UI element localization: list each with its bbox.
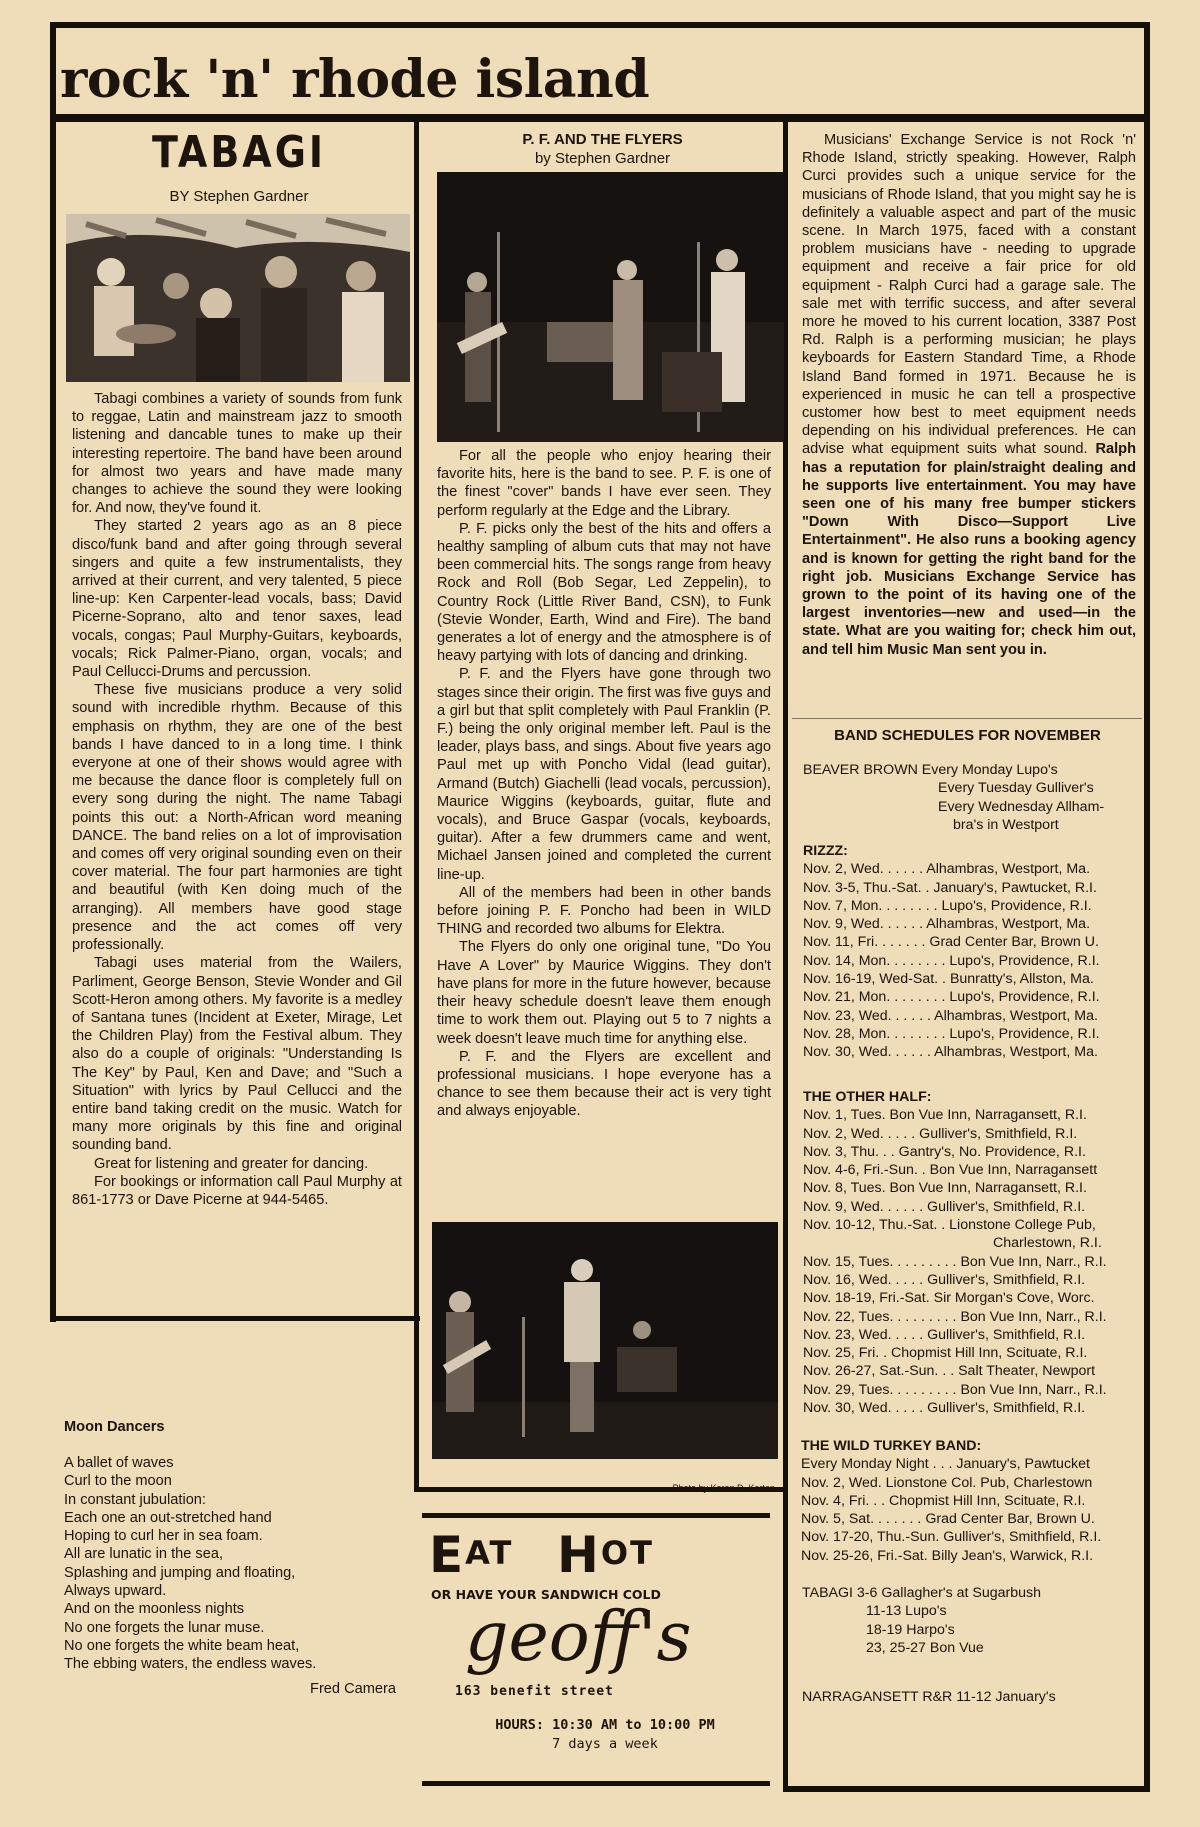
beaver-brown-listing bbox=[803, 761, 1143, 834]
schedule-venue: Charlestown, R.I. bbox=[993, 1235, 1102, 1252]
tabagi-schedule-line: TABAGI 3-6 Gallagher's at Sugarbush bbox=[802, 1585, 1042, 1601]
schedule-date: Nov. 23, Wed. . . . . . bbox=[803, 1007, 931, 1024]
schedule-row bbox=[803, 879, 1141, 897]
other-half-heading: THE OTHER HALF: bbox=[803, 1089, 932, 1105]
poem-line: Each one an out-stretched hand bbox=[64, 1509, 272, 1526]
poem-body bbox=[64, 1454, 404, 1674]
flyers-paragraph: The Flyers do only one original tune, "Do You Have A Lover" by Maurice Wiggins. They don't have plans for more in the future however, because their heavy schedule doesn't leave them enough time to work them out. Playing out 5 to 7 nights a week doesn't leave much time for anything else. bbox=[437, 939, 771, 1047]
tabagi-paragraph: They started 2 years ago as an 8 piece disco/funk band and after going through several singers and quite a few instrumentalists, they arrived at their current, and very talented, 5 piece line-up: Ken Carpenter-lead vocals, bass; David Picerne-Soprano, alto and tenor saxes, lead vocals, congas; Paul Murphy-Guitars, keyboards, vocals; Rick Palmer-Piano, organ, vocals; and Paul Cellucci-Drums and percussion. bbox=[72, 518, 402, 681]
schedule-date: Nov. 26-27, Sat.-Sun. . . bbox=[803, 1363, 955, 1380]
schedule-date: Nov. 2, Wed. bbox=[801, 1474, 882, 1491]
tabagi-paragraph: Great for listening and greater for dancing. bbox=[94, 1155, 369, 1172]
schedule-venue: January's, Pawtucket, R.I. bbox=[929, 879, 1097, 896]
schedule-row bbox=[803, 1025, 1141, 1043]
tabagi-byline: BY Stephen Gardner bbox=[169, 188, 309, 205]
schedule-row bbox=[803, 1326, 1141, 1344]
schedule-venue: Chopmist Hill Inn, Scituate, R.I. bbox=[885, 1492, 1086, 1509]
flyers-stage-photo bbox=[437, 172, 784, 442]
schedule-venue: Alhambras, Westport, Ma. bbox=[931, 1044, 1098, 1061]
ad-days: 7 days a week bbox=[552, 1736, 658, 1752]
rizzz-schedule bbox=[803, 842, 1141, 1062]
beaver-brown-line: BEAVER BROWN Every Monday Lupo's bbox=[803, 762, 1058, 778]
tabagi-title: TABAGI bbox=[151, 126, 327, 178]
schedule-date: Nov. 9, Wed. . . . . . bbox=[803, 1198, 924, 1215]
schedule-row bbox=[803, 1253, 1141, 1271]
schedule-row bbox=[803, 988, 1141, 1006]
schedule-date: Nov. 30, Wed. . . . . . bbox=[803, 1044, 931, 1061]
ad-hot-word: HOT bbox=[557, 1526, 654, 1584]
ad-address: 163 benefit street bbox=[455, 1684, 614, 1699]
schedule-row bbox=[803, 1143, 1141, 1161]
schedule-venue: Grad Center Bar, Brown U. bbox=[921, 1511, 1095, 1528]
flyers-paragraph: P. F. and the Flyers have gone through two stages since their origin. The first was five guys and a girl but that split completely with Paul Franklin (P. F.) being the only original member left. Paul is the leader, plays bass, and sings. About five years ago Paul met up with Poncho Vidal (lead guitar), Armand (Butch) Giachelli (lead vocals, percussion), Maurice Wiggins (keyboards, guitar, flute and vocals), and Bruce Gaspar (vocals, keyboards, guitar). After a few drummers came and went, Michael Jansen joined and completed the current line-up. bbox=[437, 666, 771, 883]
schedule-venue: Salt Theater, Newport bbox=[954, 1363, 1096, 1380]
ad-bottom-rule bbox=[422, 1781, 770, 1786]
tabagi-paragraph: Tabagi uses material from the Wailers, Parliment, George Benson, Stevie Wonder and Gil Scott-Heron among others. My favorite is a medley of Santana tunes (Incident at Exeter, Mirage, Let the Children Play) from the Festival album. They also do a couple of originals: "Understanding Is The Key" by Paul, Ken and Dave; and "Such a Situation" with lyrics by Paul Cellucci and the entire band taking credit on the music. Watch for many more originals by this fine and original sounding band. bbox=[72, 955, 402, 1154]
narragansett-schedule: NARRAGANSETT R&R 11-12 January's bbox=[802, 1689, 1056, 1705]
schedule-venue: Grad Center Bar, Brown U. bbox=[925, 934, 1099, 951]
schedule-row bbox=[803, 1381, 1141, 1399]
schedule-row bbox=[801, 1474, 1141, 1492]
schedule-venue: Lupo's, Providence, R.I. bbox=[945, 952, 1100, 969]
schedule-venue: Billy Jean's, Warwick, R.I. bbox=[927, 1547, 1094, 1564]
schedule-venue: Lupo's, Providence, R.I. bbox=[945, 989, 1100, 1006]
wild-turkey-schedule bbox=[801, 1437, 1141, 1565]
schedule-venue: Lupo's, Providence, R.I. bbox=[945, 1025, 1100, 1042]
masthead-rule bbox=[50, 114, 1150, 122]
tabagi-schedule-line: 18-19 Harpo's bbox=[866, 1621, 955, 1638]
schedule-row bbox=[801, 1510, 1141, 1528]
beaver-brown-line: bra's in Westport bbox=[953, 816, 1059, 833]
flyers-live-photo bbox=[432, 1222, 778, 1459]
schedule-venue: Gulliver's, Smithfield, R.I. bbox=[923, 1326, 1086, 1343]
schedule-venue: Alhambras, Westport, Ma. bbox=[931, 1007, 1098, 1024]
schedule-date: Nov. 5, Sat. . . . . . . bbox=[801, 1511, 922, 1528]
schedule-row bbox=[801, 1455, 1141, 1473]
schedule-venue: Gulliver's, Smithfield, R.I. bbox=[923, 1198, 1086, 1215]
schedule-date: Nov. 15, Tues. . . . . . . . . bbox=[803, 1253, 957, 1270]
schedule-date: Nov. 16, Wed. . . . . bbox=[803, 1271, 924, 1288]
schedule-row bbox=[803, 915, 1141, 933]
schedule-date: Nov. 1, Tues. bbox=[803, 1107, 886, 1124]
schedule-venue: Gulliver's, Smithfield, R.I. bbox=[915, 1125, 1078, 1142]
flyers-paragraph: P. F. picks only the best of the hits and offers a healthy sampling of album cuts that may not have been commercial hits. The songs range from heavy Rock and Roll (Bob Segar, Led Zeppelin), to Country Rock (Little River Band, CSN), to Funk (Stevie Wonder, Earth, Wind and Fire). The band generates a lot of energy and the atmosphere is of heavy partying with lots of dancing and drinking. bbox=[437, 520, 771, 665]
schedule-date: Nov. 23, Wed. . . . . bbox=[803, 1326, 924, 1343]
schedule-row bbox=[803, 1179, 1141, 1197]
poem-title: Moon Dancers bbox=[64, 1419, 165, 1435]
schedule-row bbox=[803, 1308, 1141, 1326]
schedule-date: Nov. 11, Fri. . . . . . . bbox=[803, 934, 926, 951]
poem-line: Always upward. bbox=[64, 1583, 167, 1600]
schedule-date: Every Monday Night . . . bbox=[801, 1456, 953, 1473]
musicians-text: Musicians' Exchange Service is not Rock 'n' Rhode Island, strictly speaking. However, Ralph Curci provides such a unique service for the musicians of Rhode Island, that you might say he is definitely a valuable aspect and part of the music scene. In March 1975, faced with a constant problem musicians have - needing to upgrade equipment and receive a fair price for old equipment - Ralph Curci had a garage sale. The sale met with terrific success, and after several more he moved to his current location, 3387 Post Rd. Ralph is a performing musician; he plays keyboards for Eastern Standard Time, a Rhode Island Band formed in 1971. Because he is experienced in music he can tell a prospective customer how best to meet equipment needs depending on his individual preferences. He can advise what equipment suits what sound. bbox=[802, 132, 1136, 458]
ad-eat-word: EAT bbox=[429, 1526, 514, 1584]
schedule-venue: January's, Pawtucket bbox=[952, 1456, 1090, 1473]
schedule-row bbox=[801, 1492, 1141, 1510]
schedule-venue: Bon Vue Inn, Narragansett, R.I. bbox=[885, 1180, 1087, 1197]
schedule-row bbox=[803, 933, 1141, 951]
beaver-brown-line: Every Tuesday Gulliver's bbox=[938, 780, 1094, 797]
schedule-date: Nov. 22, Tues. . . . . . . . . bbox=[803, 1308, 957, 1325]
schedule-row bbox=[803, 897, 1141, 915]
schedule-venue: Bon Vue Inn, Narr., R.I. bbox=[956, 1308, 1107, 1325]
tabagi-article bbox=[72, 390, 402, 1310]
schedule-date: Nov. 29, Tues. . . . . . . . . bbox=[803, 1381, 957, 1398]
poem-line: Splashing and jumping and floating, bbox=[64, 1564, 296, 1581]
frame-left bbox=[50, 22, 56, 1322]
schedule-row bbox=[803, 1289, 1141, 1307]
schedule-venue: Lupo's, Providence, R.I. bbox=[937, 897, 1092, 914]
schedule-date: Nov. 3-5, Thu.-Sat. . bbox=[803, 879, 930, 896]
schedule-venue: Lionstone Col. Pub, Charlestown bbox=[881, 1474, 1093, 1491]
tabagi-schedule-line: 23, 25-27 Bon Vue bbox=[866, 1639, 984, 1656]
schedule-date: Nov. 25-26, Fri.-Sat. bbox=[801, 1547, 928, 1564]
schedule-venue: Lionstone College Pub, bbox=[945, 1217, 1096, 1234]
schedule-date: Nov. 10-12, Thu.-Sat. . bbox=[803, 1217, 946, 1234]
schedule-row bbox=[803, 1344, 1141, 1362]
poem-line: All are lunatic in the sea, bbox=[64, 1546, 223, 1563]
poem-line: And on the moonless nights bbox=[64, 1601, 245, 1618]
tabagi-paragraph: Tabagi combines a variety of sounds from funk to reggae, Latin and mainstream jazz to smooth listening and dancable tunes to make up their interesting repertoire. The band have been around for almost two years and have made many changes to achieve the sound they were looking for. And now, they've found it. bbox=[72, 391, 402, 517]
schedule-row bbox=[803, 1043, 1141, 1061]
schedule-row bbox=[801, 1528, 1141, 1546]
schedule-date: Nov. 3, Thu. . . bbox=[803, 1143, 895, 1160]
schedule-venue: Gulliver's, Smithfield, R.I. bbox=[923, 1271, 1086, 1288]
schedule-date: Nov. 7, Mon. . . . . . . . bbox=[803, 897, 938, 914]
schedule-venue: Sir Morgan's Cove, Worc. bbox=[929, 1290, 1095, 1307]
schedule-row bbox=[801, 1547, 1141, 1565]
schedule-date: Nov. 28, Mon. . . . . . . . bbox=[803, 1025, 946, 1042]
tabagi-paragraph: For bookings or information call Paul Murphy at 861-1773 or Dave Picerne at 944-5465. bbox=[72, 1173, 402, 1208]
schedule-date: Nov. 9, Wed. . . . . . bbox=[803, 916, 924, 933]
ad-hours: HOURS: 10:30 AM to 10:00 PM bbox=[495, 1717, 715, 1733]
poem-line: In constant jubulation: bbox=[64, 1491, 206, 1508]
flyers-paragraph: All of the members had been in other bands before joining P. F. Poncho had been in WILD THING and recorded two albums for Elektra. bbox=[437, 884, 771, 938]
wild-turkey-heading: THE WILD TURKEY BAND: bbox=[801, 1438, 982, 1454]
schedule-date: Nov. 8, Tues. bbox=[803, 1180, 886, 1197]
schedule-row bbox=[803, 1399, 1141, 1417]
frame-bottom-right bbox=[783, 1786, 1150, 1792]
schedule-row bbox=[803, 1161, 1141, 1179]
schedule-date: Nov. 25, Fri. . bbox=[803, 1345, 888, 1362]
schedule-venue: Bon Vue Inn, Narragansett, R.I. bbox=[885, 1107, 1087, 1124]
schedule-venue: Gantry's, No. Providence, R.I. bbox=[894, 1143, 1086, 1160]
tabagi-box-bottom bbox=[50, 1316, 420, 1321]
poem-line: The ebbing waters, the endless waves. bbox=[64, 1656, 317, 1673]
photo-credit: Photo by Karen D. Karten bbox=[672, 1483, 775, 1493]
schedule-date: Nov. 4, Fri. . . bbox=[801, 1492, 886, 1509]
poem-line: No one forgets the white beam heat, bbox=[64, 1637, 300, 1654]
poem-line: No one forgets the lunar muse. bbox=[64, 1619, 265, 1636]
flyers-article bbox=[437, 447, 771, 1217]
flyers-paragraph: For all the people who enjoy hearing their favorite hits, here is the band to see. P. F. is one of the finest "cover" bands I have ever seen. They perform regularly at the Edge and the Library. bbox=[437, 448, 771, 519]
schedule-date: Nov. 18-19, Fri.-Sat. bbox=[803, 1290, 930, 1307]
other-half-schedule bbox=[803, 1088, 1141, 1417]
rizzz-heading: RIZZZ: bbox=[803, 843, 848, 859]
schedule-venue: Bon Vue Inn, Narragansett bbox=[925, 1162, 1098, 1179]
frame-top bbox=[50, 22, 1150, 28]
schedule-row bbox=[803, 1362, 1141, 1380]
schedule-row bbox=[803, 1106, 1141, 1124]
schedule-row bbox=[803, 1007, 1141, 1025]
schedule-title: BAND SCHEDULES FOR NOVEMBER bbox=[834, 727, 1101, 744]
schedule-venue: Bon Vue Inn, Narr., R.I. bbox=[956, 1253, 1107, 1270]
schedule-venue: Bunratty's, Allston, Ma. bbox=[946, 971, 1094, 988]
schedule-date: Nov. 21, Mon. . . . . . . . bbox=[803, 989, 946, 1006]
schedule-date: Nov. 4-6, Fri.-Sun. . bbox=[803, 1162, 926, 1179]
schedule-date: Nov. 2, Wed. . . . . . bbox=[803, 861, 924, 878]
geoffs-ad bbox=[425, 1520, 775, 1778]
schedule-date: Nov. 17-20, Thu.-Sun. bbox=[801, 1529, 940, 1546]
schedule-row bbox=[803, 970, 1141, 988]
schedule-row bbox=[803, 1234, 1141, 1252]
flyers-paragraph: P. F. and the Flyers are excellent and professional musicians. I hope everyone has a chance to see them because their act is very tight and always enjoyable. bbox=[437, 1048, 771, 1120]
schedule-row bbox=[803, 1198, 1141, 1216]
beaver-brown-line: Every Wednesday Allham- bbox=[938, 798, 1105, 815]
schedule-date: Nov. 14, Mon. . . . . . . . bbox=[803, 952, 946, 969]
ad-brand: geoff's bbox=[465, 1598, 692, 1677]
tabagi-band-photo bbox=[66, 214, 410, 382]
masthead-title: rock 'n' rhode island bbox=[60, 49, 650, 110]
schedule-row bbox=[803, 1216, 1141, 1234]
poem-author: Fred Camera bbox=[310, 1681, 396, 1697]
schedule-venue: Gulliver's, Smithfield, R.I. bbox=[939, 1529, 1102, 1546]
schedule-row bbox=[803, 860, 1141, 878]
schedule-date: Nov. 30, Wed. . . . . bbox=[803, 1400, 924, 1417]
schedule-date: Nov. 2, Wed. . . . . bbox=[803, 1125, 916, 1142]
poem-line: Hoping to curl her in sea foam. bbox=[64, 1528, 263, 1545]
schedule-row bbox=[803, 1271, 1141, 1289]
flyers-byline: by Stephen Gardner bbox=[534, 150, 671, 167]
ad-subline: OR HAVE YOUR SANDWICH COLD bbox=[431, 1587, 661, 1602]
flyers-title: P. F. AND THE FLYERS bbox=[522, 131, 683, 148]
tabagi-schedule-line: 11-13 Lupo's bbox=[866, 1603, 947, 1620]
schedule-venue: Chopmist Hill Inn, Scituate, R.I. bbox=[887, 1345, 1088, 1362]
tabagi-schedule bbox=[802, 1584, 1142, 1657]
schedule-row bbox=[803, 952, 1141, 970]
poem-line: A ballet of waves bbox=[64, 1455, 174, 1471]
musicians-article bbox=[802, 131, 1136, 711]
tabagi-paragraph: These five musicians produce a very solid sound with incredible rhythm. Because of this emphasis on rhythm, they are one of the best bands I have danced to in a long time. I think everyone at one of their shows would agree with me because the dance floor is completely full on every song during the night. The name Tabagi points this out: a North-African word meaning DANCE. The band relies on a lot of improvisation and comes off very original sounding even on their cover material. The four part harmonies are tight and beautiful (with Ken doing much of the arranging). All members have good stage presence and the act comes off very professionally. bbox=[72, 682, 402, 954]
schedule-date: Nov. 16-19, Wed-Sat. . bbox=[803, 971, 946, 988]
schedule-venue: Alhambras, Westport, Ma. bbox=[923, 916, 1091, 933]
schedule-row bbox=[803, 1125, 1141, 1143]
musicians-divider bbox=[792, 718, 1142, 719]
schedule-venue: Bon Vue Inn, Narr., R.I. bbox=[956, 1381, 1107, 1398]
poem-line: Curl to the moon bbox=[64, 1473, 172, 1490]
column-rule-1 bbox=[414, 120, 419, 1492]
schedule-venue: Alhambras, Westport, Ma. bbox=[923, 861, 1091, 878]
frame-right bbox=[1144, 22, 1150, 1792]
ad-top-rule bbox=[422, 1513, 770, 1518]
musicians-bold-text: Ralph has a reputation for plain/straight dealing and he supports live entertainment. You may have seen one of his many free bumper stickers "Down With Disco—Support Live Entertainment". He also runs a booking agency and is known for getting the right band for the right job. Musicians Exchange Service has grown to the point of its having one of the largest inventories—new and used—in the state. What are you waiting for; check him out, and tell him Music Man sent you in. bbox=[802, 441, 1136, 658]
schedule-venue: Gulliver's, Smithfield, R.I. bbox=[923, 1400, 1086, 1417]
